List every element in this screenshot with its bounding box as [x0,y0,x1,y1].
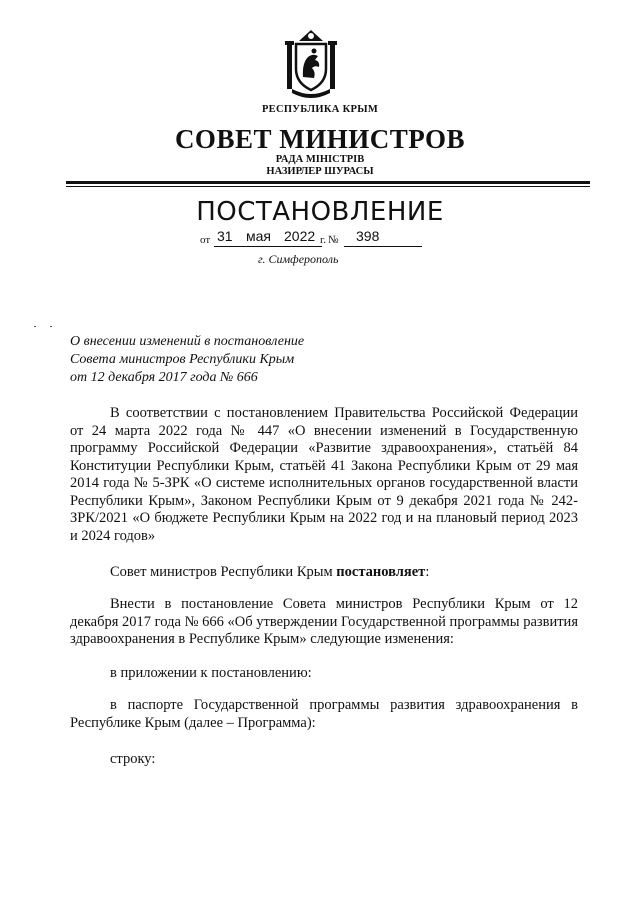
document-title: ПОСТАНОВЛЕНИЕ [196,197,444,227]
preamble-paragraph [70,405,578,545]
amend-paragraph [70,596,578,649]
city: г. Симферополь [258,252,339,266]
subject-line: О внесении изменений в постановление [70,334,305,349]
line-paragraph: строку: [110,751,156,767]
council-name-ukrainian: РАДА МІНІСТРІВ [275,154,365,165]
resolves-suffix: : [425,564,430,580]
republic-name: РЕСПУБЛИКА КРЫМ [261,104,379,115]
date-day: 31 [217,228,233,244]
resolves-keyword: постановляет [336,564,426,580]
number-underline [344,246,422,247]
year-suffix: г. [320,234,327,246]
date-month: мая [246,228,271,244]
number-label: № [328,234,339,246]
passport-paragraph [70,697,578,732]
preamble-text: В соответствии с постановлением Правительства Российской Федерации от 24 марта 2022 года № 447 «О внесении изменений в Государственную программу Российской Федерации «Развитие здравоохранения», статьёй 84 Конституции Республики Крым, статьёй 41 Закона Республики Крым от 29 мая 2014 года № 5-ЗРК «О системе исполнительных органов государственной власти Республики Крым», Законом Республики Крым от 9 декабря 2021 года № 242-ЗРК/2021 «О бюджете Республики Крым на 2022 год и на плановый период 2023 и 2024 годов» [70,405,578,544]
from-label: от [200,234,211,246]
council-name-crimean-tatar: НАЗИРЛЕР ШУРАСЫ [266,166,374,177]
scan-speck [34,326,36,327]
council-name: СОВЕТ МИНИСТРОВ [174,124,466,154]
date-underline [214,246,322,247]
date-number-line [200,228,430,250]
subject-line: Совета министров Республики Крым [70,352,295,367]
document-number: 398 [356,228,380,244]
document-subject [70,333,304,387]
subject-line: от 12 декабря 2017 года № 666 [70,370,258,385]
header-divider-thin [66,186,590,187]
passport-text: в паспорте Государственной программы развития здравоохранения в Республике Крым (далее – Программа): [70,697,578,731]
date-year: 2022 [284,228,316,244]
crimea-coat-of-arms-emblem [284,27,338,99]
annex-paragraph: в приложении к постановлению: [110,665,312,681]
resolves-paragraph [110,564,429,581]
scan-speck [50,326,52,327]
resolves-prefix: Совет министров Республики Крым [110,564,337,580]
amend-text: Внести в постановление Совета министров Республики Крым от 12 декабря 2017 года № 666 «Об утверждении Государственной программы развития здравоохранения в Республике Крым» следующие изменения: [70,596,578,647]
header-divider-thick [66,181,590,184]
